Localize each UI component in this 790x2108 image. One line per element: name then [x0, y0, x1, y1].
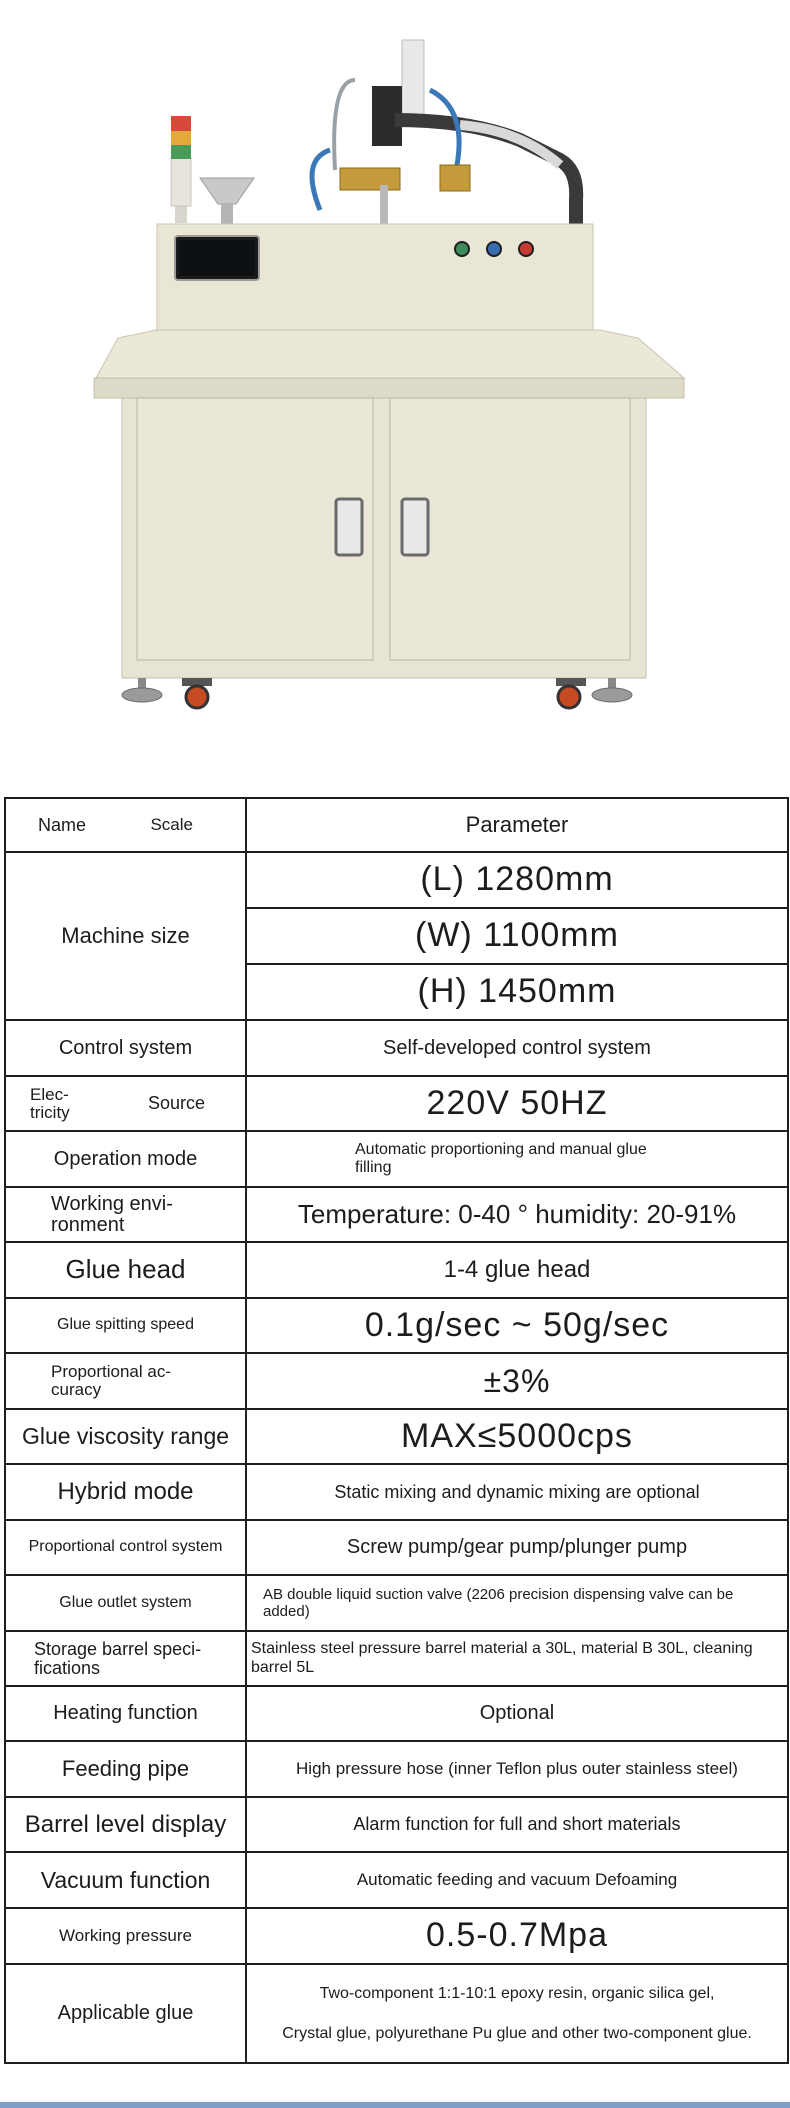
- table-row: [5, 1852, 788, 1908]
- table-row: [5, 852, 788, 908]
- table-row: [5, 1520, 788, 1575]
- operation-mode-value: Automatic proportioning and manual glue filling: [246, 1131, 788, 1187]
- hybrid-mode-value: Static mixing and dynamic mixing are optional: [246, 1464, 788, 1520]
- viscosity-label: Glue viscosity range: [5, 1409, 246, 1464]
- product-photo: [0, 0, 790, 760]
- table-row: [5, 1242, 788, 1298]
- proportional-control-value: Screw pump/gear pump/plunger pump: [246, 1520, 788, 1575]
- machine-size-width: (W) 1100mm: [246, 908, 788, 964]
- vacuum-value: Automatic feeding and vacuum Defoaming: [246, 1852, 788, 1908]
- signal-tower: [171, 116, 191, 223]
- table-row: [5, 1020, 788, 1076]
- electricity-value: 220V 50HZ: [246, 1076, 788, 1131]
- heating-label: Heating function: [5, 1686, 246, 1741]
- worktop: [94, 330, 684, 398]
- table-row: [5, 1908, 788, 1964]
- spitting-speed-label: Glue spitting speed: [5, 1298, 246, 1353]
- spec-table: [4, 797, 789, 2064]
- table-row: [5, 1575, 788, 1631]
- table-row: [5, 1964, 788, 2063]
- casters: [122, 678, 632, 708]
- storage-barrel-value: Stainless steel pressure barrel material a 30L, material B 30L, cleaning barrel 5L: [246, 1631, 788, 1686]
- table-row: [5, 1797, 788, 1852]
- electricity-label: [5, 1076, 246, 1131]
- viscosity-value: MAX≤5000cps: [246, 1409, 788, 1464]
- spitting-speed-value: 0.1g/sec ~ 50g/sec: [246, 1298, 788, 1353]
- applicable-glue-label: Applicable glue: [5, 1964, 246, 2063]
- environment-label: Working envi- ronment: [5, 1187, 246, 1242]
- table-row: [5, 1187, 788, 1242]
- header-parameter: Parameter: [246, 798, 788, 852]
- bottom-accent-bar: [0, 2102, 790, 2108]
- machine-size-height: (H) 1450mm: [246, 964, 788, 1020]
- barrel-level-label: Barrel level display: [5, 1797, 246, 1852]
- table-row: [5, 1741, 788, 1797]
- hopper-funnel: [200, 178, 254, 226]
- table-row: [5, 1131, 788, 1187]
- table-row: [5, 1298, 788, 1353]
- machine-size-length: (L) 1280mm: [246, 852, 788, 908]
- applicable-glue-value: [246, 1964, 788, 2063]
- accuracy-value: ±3%: [246, 1353, 788, 1409]
- electricity-label-b: Source: [147, 1093, 205, 1114]
- working-pressure-value: 0.5-0.7Mpa: [246, 1908, 788, 1964]
- accuracy-label: Proportional ac- curacy: [5, 1353, 246, 1409]
- header-name: Name: [38, 814, 87, 835]
- glue-head-value: 1-4 glue head: [246, 1242, 788, 1298]
- barrel-level-value: Alarm function for full and short materials: [246, 1797, 788, 1852]
- cabinet: [122, 398, 646, 678]
- control-system-value: Self-developed control system: [246, 1020, 788, 1076]
- applicable-glue-line2: Crystal glue, polyurethane Pu glue and other two-component glue.: [282, 2024, 752, 2042]
- control-system-label: Control system: [5, 1020, 246, 1076]
- feeding-pipe-label: Feeding pipe: [5, 1741, 246, 1797]
- table-row: [5, 1353, 788, 1409]
- working-pressure-label: Working pressure: [5, 1908, 246, 1964]
- outlet-system-label: Glue outlet system: [5, 1575, 246, 1631]
- table-row: [5, 1409, 788, 1464]
- applicable-glue-line1: Two-component 1:1-10:1 epoxy resin, organic silica gel,: [319, 1984, 715, 2002]
- proportional-control-label: Proportional control system: [5, 1520, 246, 1575]
- hybrid-mode-label: Hybrid mode: [5, 1464, 246, 1520]
- header-name-scale: [5, 798, 246, 852]
- table-row: [5, 1464, 788, 1520]
- operation-mode-label: Operation mode: [5, 1131, 246, 1187]
- glue-head-label: Glue head: [5, 1242, 246, 1298]
- machine-size-label: Machine size: [5, 852, 246, 1020]
- header-scale: Scale: [150, 814, 193, 834]
- storage-barrel-label: Storage barrel speci- fications: [5, 1631, 246, 1686]
- table-row: [5, 1686, 788, 1741]
- table-row: [5, 1631, 788, 1686]
- table-header-row: [5, 798, 788, 852]
- environment-value: Temperature: 0-40 ° humidity: 20-91%: [246, 1187, 788, 1242]
- electricity-label-a: Elec- tricity: [30, 1084, 70, 1122]
- heating-value: Optional: [246, 1686, 788, 1741]
- outlet-system-value: AB double liquid suction valve (2206 precision dispensing valve can be added): [246, 1575, 788, 1631]
- control-console: [157, 224, 593, 332]
- feeding-pipe-value: High pressure hose (inner Teflon plus outer stainless steel): [246, 1741, 788, 1797]
- vacuum-label: Vacuum function: [5, 1852, 246, 1908]
- table-row: [5, 1076, 788, 1131]
